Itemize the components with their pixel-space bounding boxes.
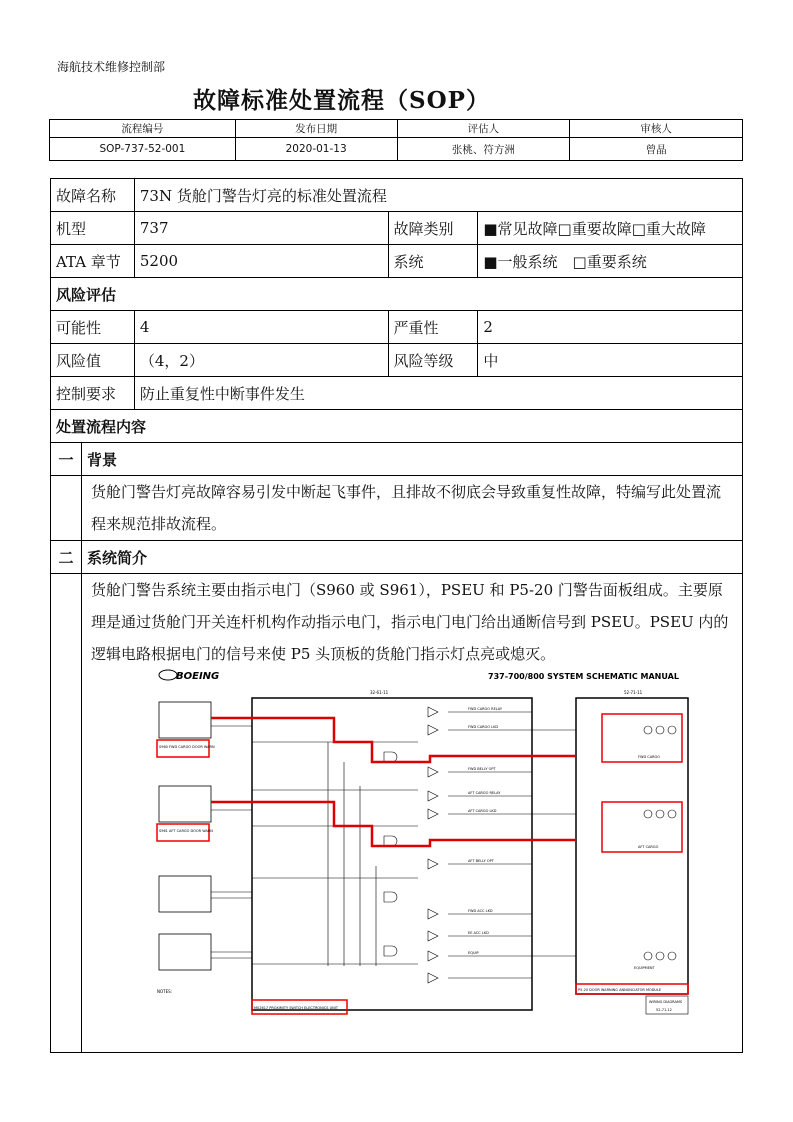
meta-reviewer: 曾晶 [570,138,743,161]
notes-label: NOTES: [157,989,172,994]
meta-header-release-date: 发布日期 [235,120,397,138]
fwd-belly-opt-label: FWD BELLY OPT [468,767,496,771]
wiring-ref-label: WIRING DIAGRAMS [649,1000,683,1004]
category-value: ■常见故障□重要故障□重大故障 [478,212,743,245]
aft-switch-label: S961 AFT CARGO DOOR WARN [159,829,213,833]
fwd-cargo-lkd-label: FWD CARGO LKD [468,725,499,729]
risk-level-value: 中 [478,344,743,377]
ref-left: 32-61-11 [370,690,389,695]
equipment-lamp-label: EQUIPMENT [634,966,655,970]
severity-label: 严重性 [388,311,478,344]
section-1-title: 背景 [81,443,742,476]
meta-header-reviewer: 审核人 [570,120,743,138]
severity-value: 2 [478,311,743,344]
fwd-acc-lkd-label: FWD ACC LKD [468,909,493,913]
boeing-logo: BOEING [176,671,220,682]
ref-right: 52-71-11 [624,690,643,695]
ata-label: ATA 章节 [51,245,135,278]
risk-value-label: 风险值 [51,344,135,377]
control-label: 控制要求 [51,377,135,410]
aft-cargo-lkd-label: AFT CARGO LKD [468,809,497,813]
meta-table [49,119,743,161]
aft-belly-opt-label: AFT BELLY OPT [468,859,494,863]
model-label: 机型 [51,212,135,245]
fwd-cargo-relay-label: FWD CARGO RELAY [468,707,503,711]
control-value: 防止重复性中断事件发生 [134,377,742,410]
system-value: ■一般系统 □重要系统 [478,245,743,278]
fault-name-value: 73N 货舱门警告灯亮的标准处置流程 [134,179,742,212]
meta-release-date: 2020-01-13 [235,138,397,161]
meta-header-evaluator: 评估人 [397,120,570,138]
ata-value: 5200 [134,245,388,278]
risk-value: （4，2） [134,344,388,377]
possibility-label: 可能性 [51,311,135,344]
ee-acc-lkd-label: EE ACC LKD [468,931,489,935]
section-1-number: 一 [51,443,82,476]
system-label: 系统 [388,245,478,278]
section-2-title: 系统简介 [81,541,742,574]
aft-cargo-relay-label: AFT CARGO RELAY [468,791,501,795]
pseu-label: M02617 PROXIMITY SWITCH ELECTRONICS UNIT [254,1006,338,1010]
page-ref-label: 52-71-12 [656,1008,672,1012]
fault-name-label: 故障名称 [51,179,135,212]
section-2-text: 货舱门警告系统主要由指示电门（S960 或 S961），PSEU 和 P5-20 门警告面板组成。主要原理是通过货舱门开关连杆机构作动指示电门，指示电门电门给出通断信号到 PSEU。PSEU 内的逻辑电路根据电门的信号来使 P5 头顶板的货舱门指示灯点亮或熄灭。 [81,574,742,1053]
section-1-text: 货舱门警告灯亮故障容易引发中断起飞事件，且排故不彻底会导致重复性故障，特编写此处置流程来规范排故流程。 [81,476,742,541]
section-2-number: 二 [51,541,82,574]
department-name: 海航技术维修控制部 [57,60,166,74]
category-label: 故障类别 [388,212,478,245]
meta-sop-number: SOP-737-52-001 [50,138,236,161]
fwd-cargo-lamp-label: FWD CARGO [638,755,661,759]
document-title: 故障标准处置流程（SOP） [193,87,490,114]
risk-section-title: 风险评估 [51,278,743,311]
aft-cargo-lamp-label: AFT CARGO [638,845,659,849]
model-value: 737 [134,212,388,245]
fwd-switch-label: S960 FWD CARGO DOOR WARN [159,745,215,749]
risk-level-label: 风险等级 [388,344,478,377]
manual-title: 737-700/800 SYSTEM SCHEMATIC MANUAL [488,672,679,681]
equip-label: EQUIP [468,951,479,955]
meta-header-sop-number: 流程编号 [50,120,236,138]
meta-evaluator: 张桃、符方洲 [397,138,570,161]
process-section-title: 处置流程内容 [51,410,743,443]
p5-label: P5-20 DOOR WARNING ANNUNCIATOR MODULE [578,988,662,992]
cargo-door-schematic [148,666,695,1022]
possibility-value: 4 [134,311,388,344]
